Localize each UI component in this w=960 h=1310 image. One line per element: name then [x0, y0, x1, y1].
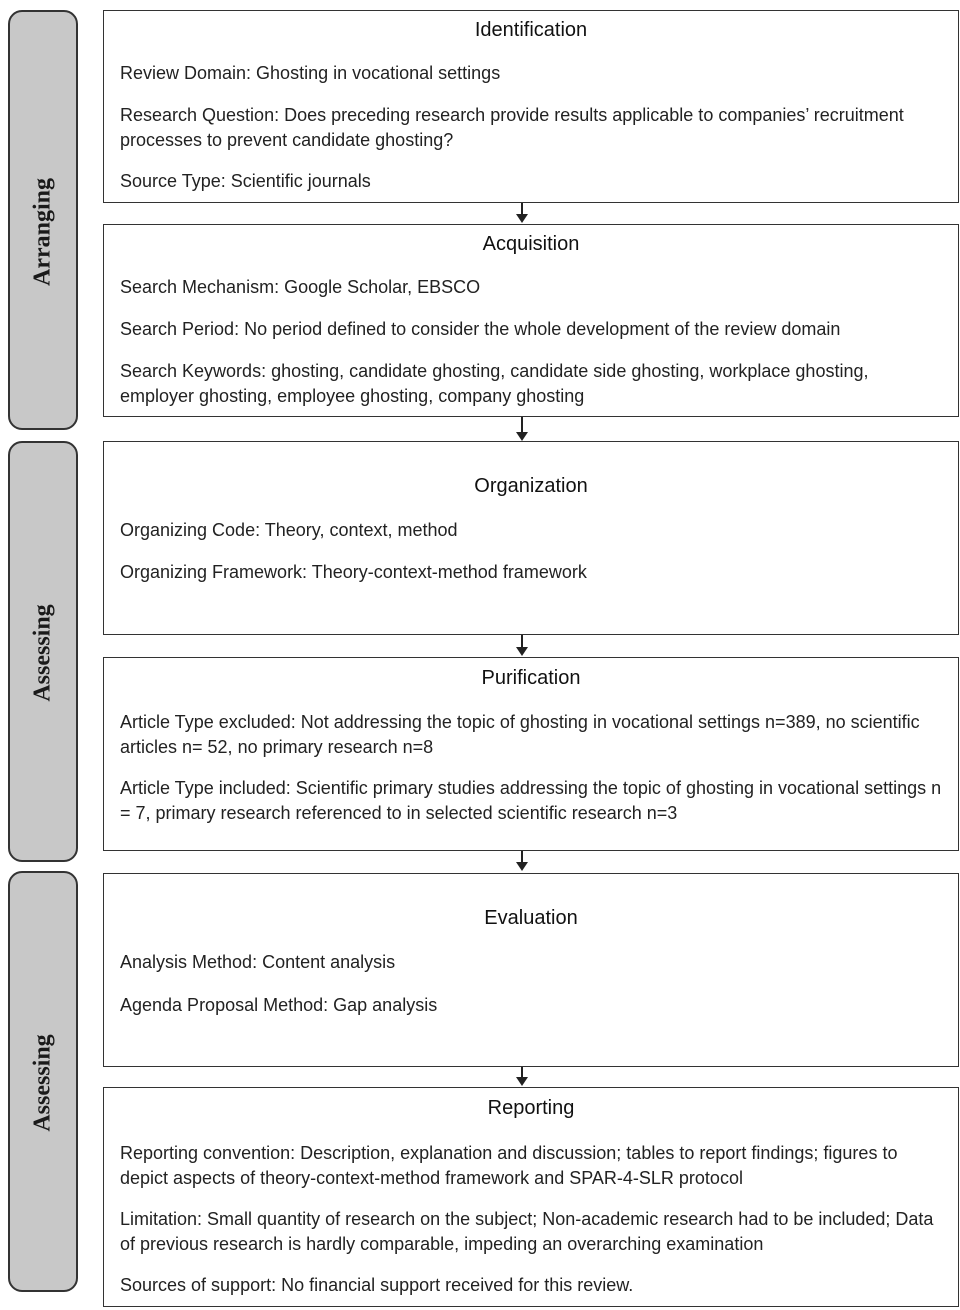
stage-line: Analysis Method: Content analysis	[120, 952, 396, 972]
stage-line: Review Domain: Ghosting in vocational settings	[120, 63, 501, 83]
stage-line: Limitation: Small quantity of research on the subject; Non-academic research had to be included; Data of previous research is hardly comparable, impeding an overarching examination	[120, 1209, 934, 1254]
stage-line: Reporting convention: Description, explanation and discussion; tables to report findings; figures to depict aspects of theory-context-method framework and SPAR-4-SLR protocol	[120, 1143, 898, 1188]
stage-line: Agenda Proposal Method: Gap analysis	[120, 995, 438, 1015]
stage-line: Search Mechanism: Google Scholar, EBSCO	[120, 277, 481, 297]
stage-line: Search Period: No period defined to consider the whole development of the review domain	[120, 319, 841, 339]
stage-reporting	[103, 1087, 959, 1307]
stage-line: Source Type: Scientific journals	[120, 171, 371, 191]
stage-title: Acquisition	[482, 233, 580, 255]
phase-assessing	[8, 441, 78, 862]
stage-evaluation	[103, 873, 959, 1067]
stage-purification	[103, 657, 959, 851]
phase-label-arranging: Arranging	[29, 178, 56, 286]
stage-line: Article Type excluded: Not addressing the topic of ghosting in vocational settings n=389, no scientific articles n= 52, no primary research n=8	[120, 712, 920, 757]
stage-organization	[103, 441, 959, 635]
stage-title: Evaluation	[484, 907, 578, 929]
stage-title: Organization	[474, 475, 588, 497]
stage-identification	[103, 10, 959, 203]
phase-label-assessing: Assessing	[29, 1034, 56, 1132]
stage-line: Organizing Framework: Theory-context-method framework	[120, 562, 587, 582]
phase-arranging	[8, 10, 78, 430]
stage-line: Research Question: Does preceding research provide results applicable to companies’ recruitment processes to prevent candidate ghosting?	[120, 105, 904, 150]
stage-line: Organizing Code: Theory, context, method	[120, 520, 458, 540]
stage-title: Reporting	[487, 1097, 575, 1119]
stage-line: Search Keywords: ghosting, candidate ghosting, candidate side ghosting, workplace ghosting, employer ghosting, employee ghosting, company ghosting	[120, 361, 869, 406]
stage-line: Sources of support: No financial support received for this review.	[120, 1275, 634, 1295]
phase-assessing	[8, 871, 78, 1292]
stage-acquisition	[103, 224, 959, 417]
phase-label-assessing: Assessing	[29, 604, 56, 702]
stage-title: Identification	[474, 19, 588, 41]
stage-title: Purification	[481, 667, 581, 689]
stage-line: Article Type included: Scientific primary studies addressing the topic of ghosting in vocational settings n = 7, primary research referenced to in selected scientific research n=3	[120, 778, 942, 823]
